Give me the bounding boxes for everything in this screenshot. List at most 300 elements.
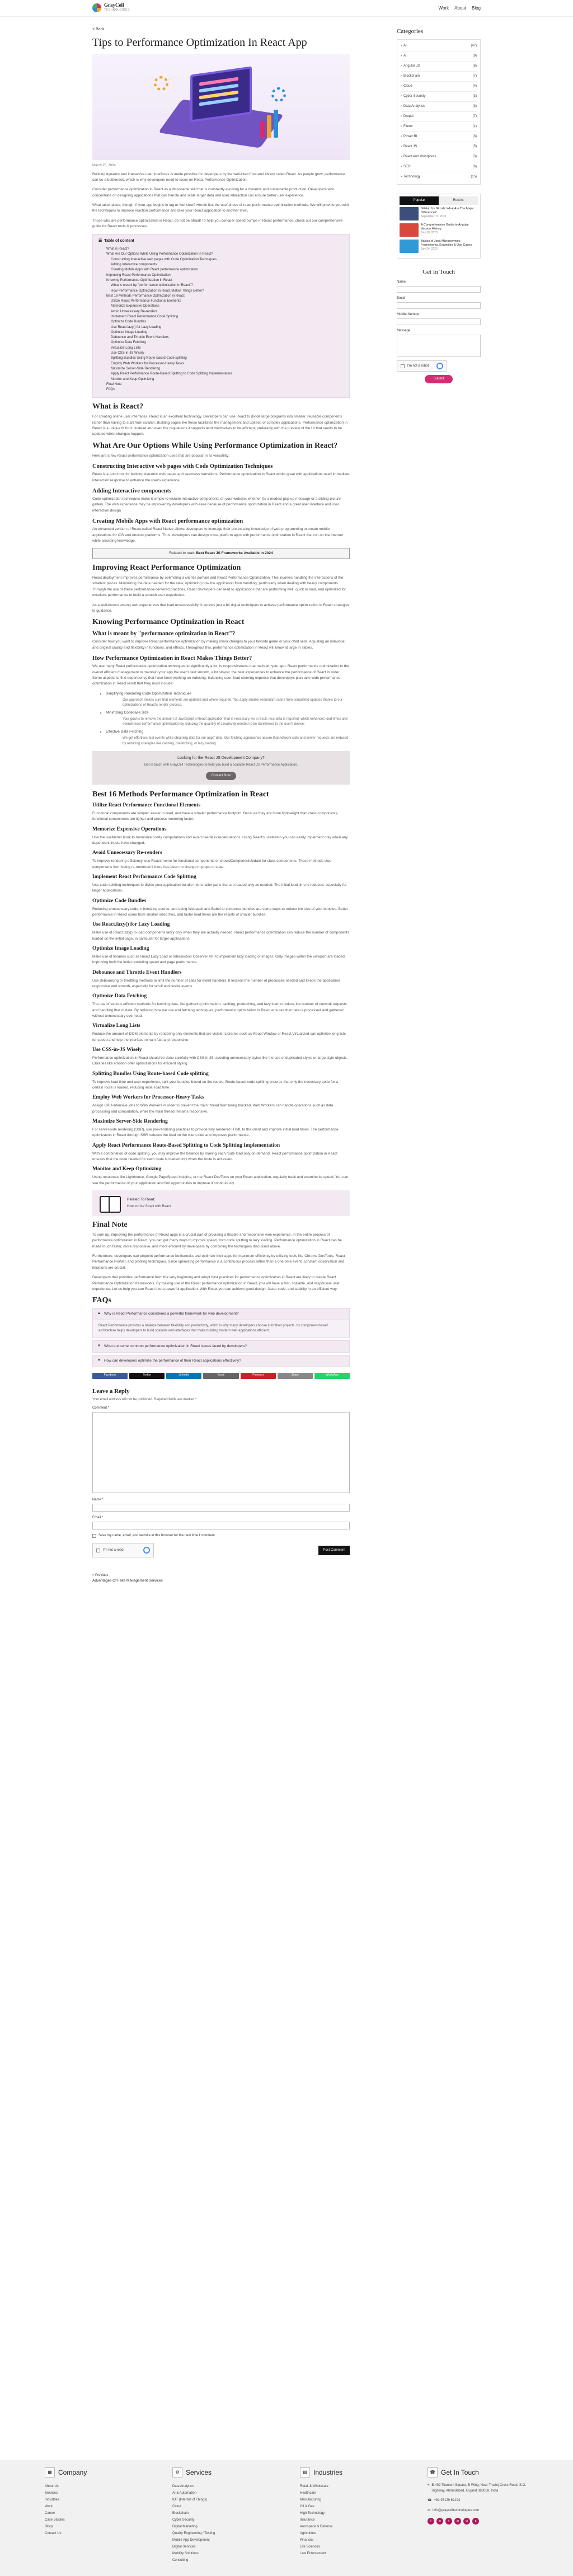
method-paragraph: Reducing unnecessary code, minimizing source, and using Webpack and Babel to compress bundles are some ways to reduce the size of your bundles. Better performance in React come from smaller sized files, and faster load times are the results of smaller bundles.: [92, 907, 348, 917]
share-button-facebook[interactable]: Facebook: [92, 1373, 128, 1379]
previous-label: < Previous: [92, 1574, 109, 1578]
footer-link[interactable]: Retail & Wholesale: [300, 2485, 328, 2488]
category-name: AI: [403, 44, 407, 48]
category-label-wrap: [401, 84, 412, 89]
intro-paragraph: Building dynamic and interactive user interfaces is made possible for developers by the well-liked front-end library called React. As people grow, performance can be a bottleneck, which is why developers need to focus on React Performance Optimization.: [92, 172, 345, 182]
method-heading: Optimize Code Bundles: [92, 898, 147, 904]
footer-col-title: Get In Touch: [441, 2469, 479, 2476]
method-paragraph: Make use of libraries such as React Lazy Load or Intersection Observer API to implement lazy loading of images. Only images within the viewport are loaded, improving both the initial rendering speed and page performance.: [92, 954, 346, 965]
chart-bar-icon: [267, 115, 271, 138]
footer-link[interactable]: Mobile App Development: [172, 2539, 210, 2542]
category-label-wrap: [401, 124, 413, 129]
site-logo[interactable]: [92, 3, 130, 12]
site-footer: [0, 2460, 573, 2576]
recaptcha: [397, 360, 447, 372]
footer-link[interactable]: Financial: [300, 2539, 314, 2542]
location-icon: ⌖: [428, 2484, 430, 2487]
footer-link[interactable]: Consulting: [172, 2559, 189, 2562]
method-paragraph: Use code splitting techniques to divide your application bundle into smaller parts that are loaded only as needed. The initial load time is reduced, especially for larger applications.: [92, 883, 347, 893]
message-label: Message: [397, 329, 411, 332]
footer-link[interactable]: Digital Marketing: [172, 2525, 198, 2528]
category-name: Flutter: [403, 124, 414, 128]
save-info-checkbox[interactable]: [92, 1534, 96, 1538]
category-name: Cyber Security: [403, 94, 426, 98]
section-paragraph: To sum up, improving the performance of React apps is a crucial part of providing a flexible and responsive web experience. In the entire process of performance optimization in React, you can get many ways to improve speed, from code splitting to lazy loading. Performance optimization in React can be made much faster, more responsive, and more efficient by developers by combining the techniques discussed above.: [92, 1232, 342, 1249]
cta-title: Looking for the React JS Development Company?: [177, 756, 265, 760]
recaptcha-checkbox[interactable]: [401, 364, 405, 368]
save-info-row: [92, 1533, 350, 1538]
chart-bar-icon: [274, 110, 278, 138]
toc-item[interactable]: How Performance Optimization in React Makes Things Better?: [111, 289, 204, 293]
category-item[interactable]: [401, 51, 477, 62]
get-in-touch-form: [397, 268, 481, 384]
chevron-right-icon: ›: [401, 165, 402, 168]
toc-item[interactable]: Utilize React Performance Functional Elements: [111, 299, 181, 303]
category-item[interactable]: [401, 142, 477, 152]
gear-icon: ⚙: [172, 2467, 182, 2478]
toc-item[interactable]: Optimize Code Bundles: [111, 320, 147, 324]
social-t-icon[interactable]: t: [445, 2518, 452, 2525]
categories-title: Categories: [397, 28, 424, 35]
post-card-date: September 17, 2023: [421, 215, 447, 219]
method-paragraph: Assign CPU-intensive jobs to Web Workers in order to prevent the main thread from being blocked. Web Workers can handle operations such as data processing and computation, while the main thread remains responsive.: [92, 1104, 334, 1114]
footer-link[interactable]: Cyber Security: [172, 2518, 195, 2522]
comment-textarea[interactable]: [92, 1412, 350, 1493]
toc-item[interactable]: FAQs: [106, 388, 115, 392]
chevron-right-icon: ›: [401, 44, 402, 48]
footer-link[interactable]: Work: [45, 2505, 53, 2508]
category-name: Angular JS: [403, 64, 420, 68]
subsection-heading: Adding Interactive components: [92, 487, 172, 494]
book-icon: [99, 1195, 121, 1212]
chevron-right-icon: ›: [401, 114, 402, 118]
footer-col-title: Company: [58, 2469, 87, 2476]
footer-address: B-402 Titanium Square, B Wing, Near Thaltej Cross Road, S.G. Highway, Ahmedabad, Gujarat 380059, India: [431, 2484, 527, 2493]
section-paragraph: Here are a few React performance optimization uses that are popular in its versatility:: [92, 453, 229, 458]
faq-question-text: How can developers optimize the performance of their React applications effectively?: [104, 1358, 241, 1363]
footer-link[interactable]: Blockchain: [172, 2512, 189, 2515]
post-card-date: July 30, 2023: [421, 231, 438, 235]
footer-link[interactable]: Services: [45, 2491, 58, 2495]
gear-icon: [154, 76, 168, 91]
toc-item[interactable]: Improving React Performance Optimization: [106, 273, 171, 277]
footer-col-title: Industries: [313, 2469, 343, 2476]
faq-answer: React Performance provides a balance between flexibility and productivity, which is why many developers choose it for their projects. Its component-based architecture helps developers to build scalable web interfaces that make building modern web applications efficient.: [92, 1320, 350, 1338]
gear-icon: [271, 87, 286, 102]
bullet-description: We get effortless fast events while obtaining data for our apps' data. Our fetching approaches assure that network calls and server requests are reduced by reducing strategies like caching, prefetching, or lazy loading.: [123, 736, 349, 745]
post-card-text: [421, 223, 478, 237]
related-read-title[interactable]: How to Use Strapi with React: [127, 1205, 171, 1209]
method-heading: Splitting Bundles Using Route-based Code splitting: [92, 1071, 209, 1077]
toc-header[interactable]: [98, 238, 344, 245]
section-paragraph: For creating online user interfaces, React is an excellent technology. Developers can use React to divide large programs into smaller, reusable components rather than having to start from scratch. Building pages like these facilitates the management and upkeep of complex applications. Performance optimization in React is a unique fit for it. Instead and even the regulations it supports lend themselves to be efficient, preferably with the purview of the UI that needs to be updated when changes happen.: [92, 415, 347, 437]
chevron-right-icon: ›: [401, 94, 402, 98]
nav-item-blog[interactable]: Blog: [471, 6, 481, 11]
method-paragraph: Using resources like Lighthouse, Google PageSpeed Insights, or the React DevTools on your React application, regularly track and examine its speed. You can see the performance of your application and find opportunities to improve it continuously.: [92, 1175, 349, 1185]
toc-item[interactable]: Constructing Interactive web pages with Code Optimization Techniques: [111, 257, 217, 261]
category-count: (15): [471, 175, 477, 179]
post-comment-button[interactable]: Post Comment: [318, 1546, 350, 1555]
toc-item[interactable]: Avoid Unnecessary Re-renders: [111, 309, 158, 313]
toc-item[interactable]: Knowing Performance Optimization in React: [106, 278, 172, 282]
post-card-title: GitHub Vs GitLab: What Are The Major Difference?: [421, 207, 474, 214]
category-name: React JS: [403, 144, 417, 148]
method-paragraph: Use the useMemo hook to memorize costly computations and avoid needless recalculations. Using React's useMemo you can easily implement only when any dependent inputs have changed.: [92, 835, 348, 846]
social-in-icon[interactable]: in: [436, 2518, 443, 2525]
category-item[interactable]: [401, 41, 477, 51]
mail-icon: ✉: [428, 2508, 431, 2512]
submit-button[interactable]: Submit: [425, 375, 453, 383]
method-heading: Maximize Server-Side Rendering: [92, 1119, 168, 1125]
cta-box: [92, 751, 350, 785]
post-thumbnail: [400, 223, 419, 237]
sidebar-post[interactable]: [400, 240, 478, 253]
post-thumbnail: [400, 240, 419, 253]
comment-form: [92, 1387, 350, 1584]
method-paragraph: Functional components are simpler, easier to read, and have a smaller performance footprint. Because they are more lightweight than class components, functional components are lighter and process rendering faster.: [92, 811, 339, 822]
post-date: March 25, 2024: [92, 163, 116, 167]
footer-col-contact: [428, 2467, 528, 2564]
faq-list: [92, 1308, 350, 1367]
sidebar: [397, 27, 481, 383]
social-p-icon[interactable]: p: [472, 2518, 479, 2525]
toc-item[interactable]: What is React?: [106, 247, 129, 251]
method-heading: Monitor and Keep Optimizing: [92, 1166, 162, 1172]
post-card-text: [421, 240, 478, 253]
methods-list: [92, 803, 350, 1186]
toc-item[interactable]: Employ Web Workers for Processor-Heavy Tasks: [111, 362, 185, 365]
hero-illustration: [92, 54, 350, 160]
category-item[interactable]: [401, 132, 477, 142]
chevron-right-icon: ›: [401, 64, 402, 68]
nav-item-work[interactable]: Work: [438, 6, 449, 11]
logo-tagline: TECHNOLOGIES: [104, 8, 130, 12]
method-heading: Use CSS-in-JS Wisely: [92, 1047, 142, 1053]
faq-heading: FAQs: [92, 1296, 111, 1305]
section-paragraph: An enhanced version of React called React Native allows developers to leverage their pre-existing knowledge of web programming to create mobile applications for iOS and Android platforms. Thus, developers can design cross-platform apps with performance optimization in React that run on the internet while providing knowledge.: [92, 527, 343, 543]
back-link[interactable]: < Back: [92, 27, 105, 31]
faq-question-text: What are some common performance optimization in React issues faced by developers?: [104, 1344, 247, 1349]
section-heading: What is React?: [92, 402, 143, 411]
toc-item[interactable]: Adding Interactive components: [111, 263, 157, 267]
category-count: (3): [472, 154, 477, 158]
method-paragraph: Performance optimization in React should be done carefully with CSS in JS, avoiding unnecessary styles like the use of duplicated styles or large style objects. Libraries like emotion offer optimizations for efficient styling.: [92, 1055, 348, 1066]
intro-paragraph: Those who are performance optimization in React, do not be afraid! To help you conquer speed bumps in React performance, check out our comprehensive guide for React tools & processes.: [92, 218, 343, 229]
category-label-wrap: [401, 44, 407, 49]
footer-link[interactable]: Insurance: [300, 2518, 315, 2522]
email-label: Email *: [92, 1516, 104, 1520]
faq-question-text: Why is React Performance considered a powerful framework for web development?: [104, 1312, 239, 1316]
footer-col-services: [172, 2467, 273, 2564]
tab-recent[interactable]: Recent: [439, 196, 478, 205]
recaptcha-checkbox[interactable]: [96, 1549, 100, 1552]
category-label-wrap: [401, 74, 420, 79]
chevron-right-icon: ›: [401, 134, 402, 138]
section-paragraph: Furthermore, developers can pinpoint performance bottlenecks and optimize their apps for maximum efficiency by utilizing tools like Chrome DevTools, React Performance Profiler, and profiling techniques. Since optimizing performance is a continuous process rather than a one-time event, constant observation and iterations are crucial.: [92, 1254, 345, 1270]
method-heading: Use React.lazy() for Lazy Loading: [92, 922, 170, 928]
chevron-right-icon: ›: [401, 74, 402, 78]
method-paragraph: For server-side rendering (SSR), use pre-rendering practices to provide fully rendered HTML to the client and improve initial load times. The performance optimization in React through SSR reduces the load on the client-side and improves performance.: [92, 1127, 339, 1138]
post-navigation: [92, 1573, 350, 1584]
footer-link[interactable]: Data Analytics: [172, 2485, 194, 2488]
phone-icon: ☎: [428, 2467, 438, 2478]
post-card-title: Basics of Java Microservices Frameworks, Examples & Use Cases: [421, 239, 472, 247]
sidebar-post[interactable]: [400, 223, 478, 237]
section-paragraph: React is a good tool for building dynamic web pages and seamless transitions. Performance optimization in React works great with applications need immediate interaction response to enhance the user's experience.: [92, 472, 350, 482]
section-paragraph: We use many React performance optimization techniques to significantly a for its responsiveness that maintain your app. React performance optimization to the overall efficient management to maintain your app the user's fast smooth, a bit slower, the best experiences to enhance the performance of React in order. Some aspects to find dependency that have been working on reducing, balancing user, lead steering expense that developers plan take wide performance optimization in React result that they must include:: [92, 664, 349, 686]
toc-item[interactable]: Monitor and Keep Optimizing: [111, 377, 154, 381]
category-name: Data Analytics: [403, 104, 425, 108]
toc-item[interactable]: Memorize Expensive Operations: [111, 304, 159, 308]
section-heading: Improving React Performance Optimization: [92, 564, 241, 573]
footer-link[interactable]: Contact Us: [45, 2532, 62, 2535]
share-button-linkedin[interactable]: LinkedIn: [166, 1373, 201, 1379]
section-paragraph: React deployment improves performance by optimizing a client's domain and React Performance Optimization. This involves handling the interactions of the smallest pieces. Minimizing the data needed for the view, optimizing how the application from bundling, particularly when dealing with heavy components. Through the use of these performance-centered practices, React developers can lead to applications that are performing well, quick to load, and optimized for excellent performance to build a smooth user experience.: [92, 576, 346, 598]
method-heading: Optimize Image Loading: [92, 946, 149, 952]
email-input[interactable]: [92, 1522, 350, 1529]
bullet-item: • Simplifying Rendering Code Optimization Techniques: [106, 691, 350, 697]
benefit-list: [92, 691, 350, 747]
subsection-heading: How Performance Optimization in React Makes Things Better?: [92, 655, 252, 662]
faq-question[interactable]: [92, 1355, 350, 1367]
category-item[interactable]: [401, 72, 477, 82]
post-card-text: [421, 207, 478, 220]
name-label: Name *: [92, 1498, 104, 1502]
category-item[interactable]: [401, 172, 477, 182]
category-label-wrap: [401, 134, 417, 139]
footer-phone[interactable]: +91 97129 62194: [434, 2499, 461, 2503]
bullet-list: [92, 691, 350, 747]
footer-link[interactable]: Aerospace & Defense: [300, 2525, 333, 2528]
method-paragraph: Use debouncing or throttling methods to limit the number of calls for event handlers. It lessens the number of processes needed and keeps the application responsive and smooth, especially for scroll and resize events.: [92, 978, 340, 988]
section-paragraph: As a well-known among web experiences that load unsuccessfully. It sounds just a bit digital techniques to achieve performance optimization in React strategies to guidance.: [92, 603, 350, 613]
toc-item[interactable]: Optimize Image Loading: [111, 330, 148, 334]
footer-link[interactable]: Life Sciences: [300, 2545, 320, 2549]
social-ig-icon[interactable]: ig: [454, 2518, 461, 2525]
name-input[interactable]: [397, 286, 481, 293]
toc-item[interactable]: Use React.lazy() for Lazy Loading: [111, 325, 162, 329]
share-button-email[interactable]: Email: [203, 1373, 238, 1379]
category-label-wrap: [401, 104, 425, 109]
related-read-card[interactable]: [92, 1190, 350, 1216]
related-read-box: [92, 548, 350, 559]
category-name: Drupal: [403, 114, 414, 118]
subsection-heading: Constructing Interactive web pages with Code Optimization Techniques: [92, 463, 273, 470]
category-count: (1): [472, 124, 477, 128]
share-button-pinterest[interactable]: Pinterest: [241, 1373, 276, 1379]
category-count: (6): [472, 64, 477, 68]
bullet-item: • Minimizing Codebase Size: [106, 710, 350, 716]
toc-item[interactable]: Optimize Data Fetching: [111, 341, 146, 345]
footer-link[interactable]: Blogs: [45, 2525, 54, 2528]
related-read-link[interactable]: Best React JS Frameworks Available in 2024: [196, 551, 273, 556]
email-label: Email: [397, 297, 406, 300]
footer-link[interactable]: AI & Automation: [172, 2491, 197, 2495]
footer-link[interactable]: Manufacturing: [300, 2498, 322, 2502]
toc-item[interactable]: Virtualize Long Lists: [111, 346, 141, 350]
method-paragraph: The use of various efficient methods for fetching data, like gathering information, caching, prefetching, and lazy load to reduce the number of network requests and handling that of data. By reducing how we use and fetching techniques, performance optimization in React ensures that data is processed and gathered without unnecessary overhead.: [92, 1002, 347, 1018]
post-thumbnail: [400, 207, 419, 220]
reply-title: Leave a Reply: [92, 1387, 130, 1395]
toc-item[interactable]: What Are Our Options While Using Performance Optimization in React?: [106, 252, 213, 256]
footer-col-title: Services: [186, 2469, 212, 2476]
category-item[interactable]: [401, 112, 477, 122]
footer-link[interactable]: Healthcare: [300, 2491, 317, 2495]
category-label-wrap: [401, 64, 420, 69]
post-card-date: July 24, 2023: [421, 247, 438, 251]
section-heading: What Are Our Options While Using Performance Optimization in React?: [92, 441, 338, 450]
category-item[interactable]: [401, 92, 477, 102]
share-button-whatsapp[interactable]: WhatsApp: [314, 1373, 350, 1379]
method-heading: Utilize React Performance Functional Elements: [92, 803, 201, 809]
category-item[interactable]: [401, 62, 477, 72]
toc-item[interactable]: Maximize Server-Side Rendering: [111, 367, 161, 370]
cta-text: Get in touch with GrayCell Technologies to help you build a scalable React JS Performance Application.: [144, 763, 298, 767]
toc-item[interactable]: Use CSS-in-JS Wisely: [111, 351, 144, 355]
footer-link[interactable]: Career: [45, 2512, 55, 2515]
toc-list: [98, 247, 344, 392]
footer-link[interactable]: Quality Engineering / Testing: [172, 2532, 215, 2535]
category-list: [397, 39, 481, 185]
recaptcha-label: I'm not a robot: [407, 364, 429, 368]
bullet-description: Your goal is to remove the amount of JavaScript a React application that is necessary. As a result, less data is required, which enhances load times and overall react performance optimization by reducing the quantity of JavaScript needed to be transferred to the user's device.: [123, 717, 347, 726]
category-item[interactable]: [401, 162, 477, 172]
category-item[interactable]: [401, 82, 477, 92]
mobile-input[interactable]: [397, 318, 481, 325]
category-count: (47): [471, 44, 477, 48]
tab-popular[interactable]: Popular: [400, 196, 439, 205]
reply-note: Your email address will not be published. Required fields are marked *: [92, 1398, 197, 1402]
share-button-share[interactable]: Share: [278, 1373, 313, 1379]
building-icon: ▦: [45, 2467, 55, 2478]
category-name: Cloud: [403, 84, 412, 88]
category-label-wrap: [401, 144, 417, 149]
method-paragraph: To improve rendering efficiency, use React.memo for functional components or shouldComponentUpdate for class components. These methods stop components from being re-rendered if there has been no change in props or state.: [92, 859, 332, 869]
posts-tabs: [397, 194, 481, 259]
method-heading: Implement React Performance Code Splitting: [92, 874, 196, 880]
post-title: Tips to Performance Optimization In React App: [92, 36, 307, 49]
bullet-description: Our approach makes sure that elements are updated and where required. You apply smaller redundant scans from completed updates thanks to our optimizations of React's render process.: [123, 698, 342, 707]
category-count: (3): [472, 104, 477, 108]
footer-link[interactable]: Industries: [45, 2498, 60, 2502]
faq-question[interactable]: [92, 1340, 350, 1353]
article: [92, 27, 350, 1584]
category-name: Power BI: [403, 134, 417, 138]
sidebar-post[interactable]: [400, 207, 478, 220]
chart-bar-icon: [260, 121, 265, 138]
toc-item[interactable]: Splitting Bundles Using Route-based Code splitting: [111, 356, 187, 360]
method-heading: Memorize Expensive Operations: [92, 826, 167, 832]
get-in-touch-title: Get In Touch: [422, 268, 455, 275]
previous-post-link[interactable]: Advantages Of Fake Management Services: [92, 1579, 163, 1583]
comment-label: Comment *: [92, 1406, 110, 1410]
hero-monitor-shape: [190, 66, 252, 122]
category-item[interactable]: [401, 122, 477, 132]
section-paragraph: Developers that prioritize performance from the very beginning and adopt best practices for performance optimization in React are likely to create React Performance Optimization frameworks. By making use of the React performance optimization in React, you will have a fast, scalable, and responsive user experience. Let us help you turn React into a powerful application. With React you can achieve good design, faster code, and stability in an efficient way.: [92, 1275, 340, 1291]
footer-link[interactable]: About Us: [45, 2485, 59, 2488]
chevron-right-icon: ›: [401, 144, 402, 148]
toc-item[interactable]: Apply React Performance Route-Based Splitting to Code Splitting Implementation: [111, 372, 232, 376]
footer-col-industries: [300, 2467, 401, 2564]
name-input[interactable]: [92, 1504, 350, 1512]
category-label-wrap: [401, 114, 414, 119]
chevron-up-icon: ▲: [97, 1312, 101, 1316]
chevron-right-icon: ›: [401, 104, 402, 108]
method-paragraph: With a combination of code splitting, you may improve the balance by making each route load only on demand. React performance optimization in React ensures that the code needed for each route is loaded only when the route is accessed.: [92, 1151, 337, 1161]
footer-email[interactable]: info@graycelltechnologies.com: [433, 2508, 480, 2512]
footer-link[interactable]: Cloud: [172, 2505, 181, 2508]
toc-item[interactable]: Implement React Performance Code Splitting: [111, 315, 179, 318]
faq-question[interactable]: [92, 1308, 350, 1320]
logo-name: GrayCell: [104, 2, 124, 8]
category-item[interactable]: [401, 152, 477, 162]
email-input[interactable]: [397, 302, 481, 309]
message-textarea[interactable]: [397, 335, 481, 357]
toc-item[interactable]: Creating Mobile Apps with React performance optimization: [111, 268, 198, 272]
toc-item[interactable]: Best 16 Methods Performance Optimization in React: [106, 294, 185, 298]
section-paragraph: Consider how you want to improve React performance optimization by making minor changes to your favorite game or your child sells. Adjusting an individual and original quality and flexibility in functions, and effects. Throughout this, performance optimization in React will know at large in Tables.: [92, 640, 345, 650]
method-heading: Optimize Data Fetching: [92, 993, 147, 1000]
table-of-contents: [92, 234, 350, 398]
chevron-down-icon: ▼: [97, 1359, 101, 1363]
bullet-item: • Effective Data Fetching: [106, 729, 350, 735]
social-yt-icon[interactable]: yt: [463, 2518, 470, 2525]
subsection-heading: What is meant by "performance optimization in React"?: [92, 631, 236, 637]
social-links: [428, 2518, 528, 2525]
share-button-twitter[interactable]: Twitter: [129, 1373, 165, 1379]
recaptcha-label: I'm not a robot: [103, 1548, 125, 1552]
footer-link[interactable]: Law Enforcement: [300, 2552, 326, 2555]
footer-link[interactable]: Digital Services: [172, 2545, 196, 2549]
mobile-label: Mobile Number: [397, 313, 420, 316]
toc-item[interactable]: What is meant by "performance optimization in React"?: [111, 284, 193, 288]
logo-icon: [92, 3, 101, 12]
method-heading: Debounce and Throttle Event Handlers: [92, 969, 182, 975]
nav-item-about[interactable]: About: [454, 6, 466, 11]
save-info-label: Save my name, email, and website in this browser for the next time I comment.: [98, 1534, 216, 1538]
footer-link[interactable]: IOT (Internet of Things): [172, 2498, 208, 2502]
phone-icon: ☎: [428, 2499, 432, 2503]
chevron-right-icon: ›: [401, 124, 402, 128]
category-item[interactable]: [401, 102, 477, 112]
footer-col-company: [45, 2467, 145, 2564]
toc-item[interactable]: Final Note: [106, 382, 122, 386]
category-label-wrap: [401, 94, 425, 99]
method-heading: Avoid Unnecessary Re-renders: [92, 850, 162, 856]
section-heading: Knowing Performance Optimization in React: [92, 618, 245, 627]
social-f-icon[interactable]: f: [428, 2518, 434, 2525]
chevron-down-icon: ▼: [97, 1344, 101, 1348]
category-label-wrap: [401, 54, 407, 59]
method-heading: Employ Web Workers for Processor-Heavy Tasks: [92, 1095, 204, 1101]
popular-posts: [400, 207, 478, 253]
intro-paragraph: What takes place, though, if your app begins to lag or feel slow? Herein lies the usefulness of react performance optimization methods. We will provide you with the techniques to improve reaction performance and take your React application to another level.: [92, 203, 349, 213]
toc-item[interactable]: Debounce and Throttle Event Handlers: [111, 336, 169, 340]
main-nav: [439, 5, 481, 12]
chevron-right-icon: ›: [401, 84, 402, 88]
footer-link[interactable]: Agriculture: [300, 2532, 316, 2535]
recaptcha: [92, 1543, 154, 1557]
contact-now-button[interactable]: Contact Now: [206, 772, 236, 780]
footer-link[interactable]: Mobility Solutions: [172, 2552, 199, 2555]
category-count: (7): [472, 74, 477, 78]
footer-link[interactable]: Case Studies: [45, 2518, 65, 2522]
category-count: (5): [472, 144, 477, 148]
category-name: AI: [403, 54, 407, 58]
footer-link[interactable]: Oil & Gas: [300, 2505, 314, 2508]
footer-link[interactable]: High Technology: [300, 2512, 325, 2515]
category-count: (3): [472, 94, 477, 98]
